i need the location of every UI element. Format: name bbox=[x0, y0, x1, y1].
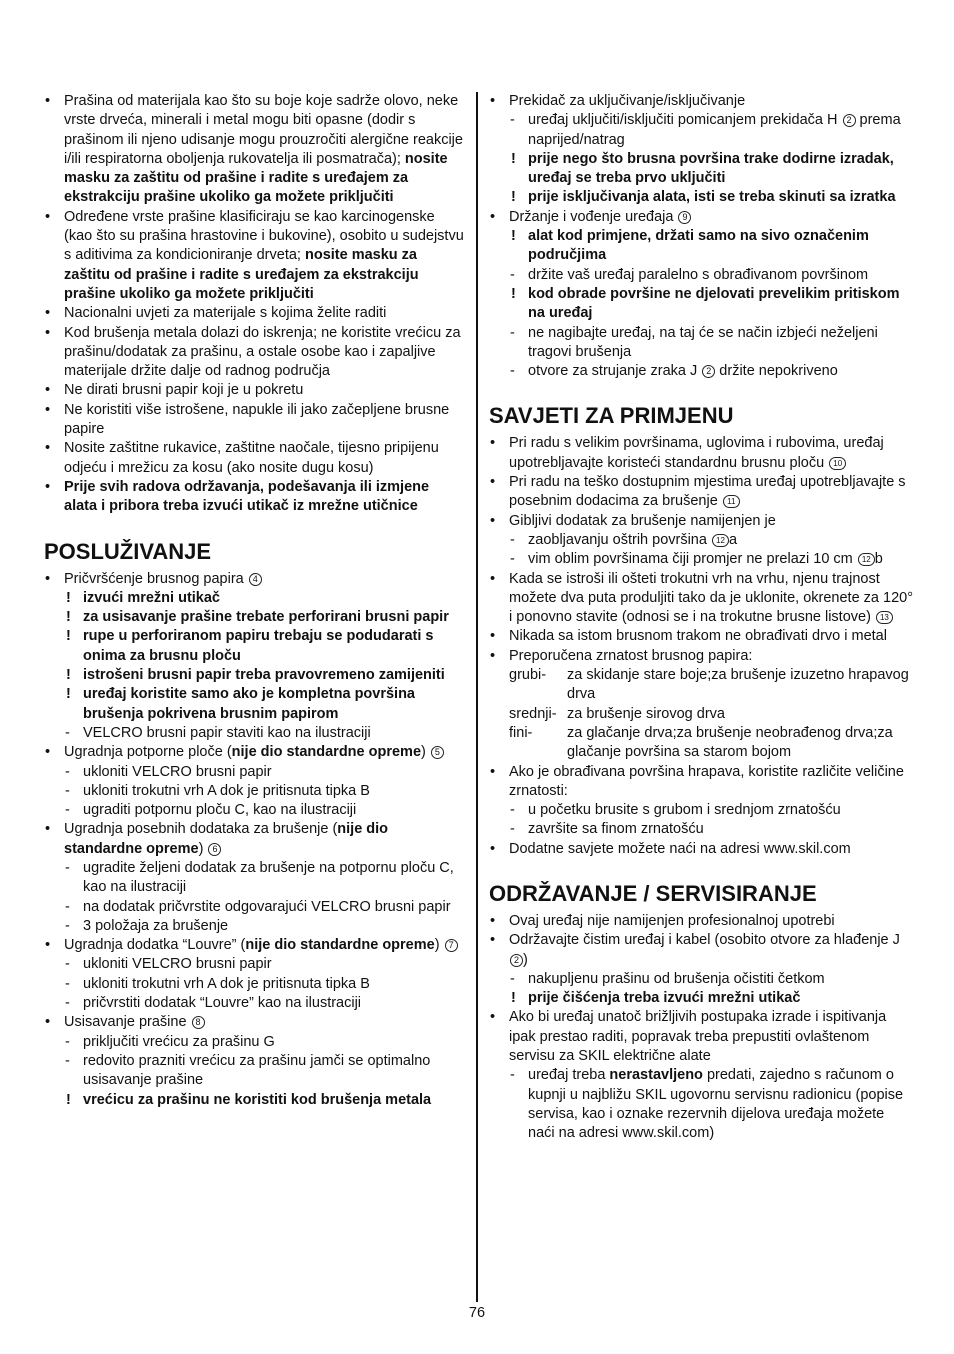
dash-item: - VELCRO brusni papir staviti kao na ilustraciji bbox=[44, 724, 464, 743]
dash-icon: - bbox=[65, 917, 70, 934]
dash-item: - ukloniti trokutni vrh A dok je pritisnuta tipka B bbox=[44, 782, 464, 801]
dash-item: - završite sa finom zrnatošću bbox=[489, 820, 913, 839]
figure-ref: 11 bbox=[723, 495, 740, 508]
dash-item: - priključiti vrećicu za prašinu G bbox=[44, 1033, 464, 1052]
exclamation-icon: ! bbox=[511, 189, 516, 206]
warning-item: ! prije nego što brusna površina trake dodirne izradak, uređaj se treba prvo uključiti bbox=[511, 150, 894, 187]
section-heading-maintenance: ODRŽAVANJE / SERVISIRANJE bbox=[489, 880, 817, 906]
bullet-icon: • bbox=[490, 932, 496, 949]
bullet-icon: • bbox=[45, 93, 51, 109]
list-item: • Ugradnja posebnih dodataka za brušenje (nije dio standardne opreme) 6 bbox=[45, 821, 389, 857]
dash-item: - uređaj uključiti/isključiti pomicanjem prekidača H 2 prema naprijed/natrag bbox=[510, 112, 901, 148]
dash-icon: - bbox=[510, 363, 515, 380]
bullet-icon: • bbox=[490, 763, 496, 780]
exclamation-icon: ! bbox=[511, 150, 516, 167]
list-item: • Nacionalni uvjeti za materijale s kojima želite raditi bbox=[44, 304, 464, 323]
warning-item: ! kod obrade površine ne djelovati prevelikim pritiskom na uređaj bbox=[511, 285, 900, 322]
exclamation-icon: ! bbox=[66, 609, 71, 626]
list-item: • Ugradnja dodatka “Louvre” (nije dio standardne opreme) 7 bbox=[44, 936, 464, 955]
warning-item: ! alat kod primjene, držati samo na sivo označenim područjima bbox=[511, 228, 869, 264]
warning-item: ! prije isključivanja alata, isti se treba skinuti sa izratka bbox=[489, 188, 913, 207]
figure-ref: 10 bbox=[829, 457, 846, 470]
dash-item: - zaobljavanju oštrih površina 12 a bbox=[489, 531, 913, 550]
list-item: • Dodatne savjete možete naći na adresi www.skil.com bbox=[489, 840, 913, 859]
figure-ref: 2 bbox=[510, 954, 523, 967]
dash-icon: - bbox=[65, 782, 70, 799]
list-item: • Kada se istroši ili ošteti trokutni vrh na vrhu, njenu trajnost možete dva puta produljiti tako da je uklonite, okrenete za 120° i ponovno stavite (odnosi se i na trokutne brusne listove) 13 bbox=[490, 570, 913, 626]
list-item: • Pri radu s velikim površinama, uglovima i rubovima, uređaj upotrebljavajte koristeći standardnu brusnu ploču 10 bbox=[490, 435, 884, 471]
dash-item: - ne nagibajte uređaj, na taj će se način izbjeći neželjeni tragovi brušenja bbox=[510, 324, 878, 360]
bullet-icon: • bbox=[490, 570, 496, 587]
dash-item: - uređaj treba nerastavljeno predati, zajedno s računom o kupnji u najbližu SKIL ugovornu servisnu radionicu (popise servisa, kao i oznake rezervnih dijelova uređaja možete naći na adresi www.skil.com) bbox=[510, 1067, 904, 1142]
figure-ref: 2 bbox=[702, 365, 715, 378]
section-heading-operation: POSLUŽIVANJE bbox=[44, 538, 212, 564]
dash-item: - nakupljenu prašinu od brušenja očistiti četkom bbox=[489, 970, 913, 989]
exclamation-icon: ! bbox=[511, 228, 516, 245]
list-item: • Pričvršćenje brusnog papira 4 bbox=[44, 570, 464, 589]
warning-item: ! za usisavanje prašine trebate perforirani brusni papir bbox=[44, 608, 464, 627]
warning-item: ! rupe u perforiranom papiru trebaju se podudarati s onima za brusnu ploču bbox=[66, 628, 434, 664]
right-column bbox=[489, 92, 913, 1144]
exclamation-icon: ! bbox=[66, 667, 71, 684]
dash-icon: - bbox=[65, 802, 70, 819]
list-item: • Ne dirati brusni papir koji je u pokretu bbox=[44, 381, 464, 400]
dash-icon: - bbox=[65, 763, 70, 780]
list-item: • Usisavanje prašine 8 bbox=[44, 1013, 464, 1032]
list-item: • Kod brušenja metala dolazi do iskrenja; ne koristite vrećicu za prašinu/dodatak za prašinu, a ostale osobe kao i zapaljive materijale držite dalje od radnog područja bbox=[45, 324, 461, 380]
list-item: • Ugradnja potporne ploče (nije dio standardne opreme) 5 bbox=[44, 743, 464, 762]
list-item: • Pri radu na teško dostupnim mjestima uređaj upotrebljavajte s posebnim dodacima za brušenje 11 bbox=[490, 474, 906, 510]
dash-item: - 3 položaja za brušenje bbox=[44, 917, 464, 936]
dash-item: - u početku brusite s grubom i srednjom zrnatošću bbox=[489, 801, 913, 820]
warning-item: ! istrošeni brusni papir treba pravovremeno zamijeniti bbox=[44, 666, 464, 685]
exclamation-icon: ! bbox=[66, 628, 71, 645]
list-item: • Ako je obrađivana površina hrapava, koristite različite veličine zrnatosti: bbox=[490, 763, 904, 799]
list-item: • Održavajte čistim uređaj i kabel (osobito otvore za hlađenje J 2 ) bbox=[490, 932, 900, 968]
dash-item: - ukloniti trokutni vrh A dok je pritisnuta tipka B bbox=[44, 975, 464, 994]
dash-item: - ukloniti VELCRO brusni papir bbox=[44, 763, 464, 782]
bullet-icon: • bbox=[490, 912, 496, 929]
figure-ref: 2 bbox=[843, 114, 856, 127]
figure-ref: 7 bbox=[445, 939, 458, 952]
figure-ref: 12 bbox=[858, 553, 875, 566]
dash-item: - ukloniti VELCRO brusni papir bbox=[44, 955, 464, 974]
bullet-icon: • bbox=[490, 628, 496, 645]
dash-icon: - bbox=[65, 995, 70, 1012]
list-item: • Nosite zaštitne rukavice, zaštitne naočale, tijesno pripijenu odjeću i mrežicu za kosu (ako nosite dugu kosu) bbox=[45, 440, 439, 476]
list-item: • Ne koristiti više istrošene, napukle ili jako začepljene brusne papire bbox=[45, 401, 450, 438]
warning-item: ! uređaj koristite samo ako je kompletna površina brušenja pokrivena brusnim papirom bbox=[66, 686, 415, 722]
dash-item: - redovito prazniti vrećicu za prašinu jamči se optimalno usisavanje prašine bbox=[65, 1052, 431, 1089]
dash-icon: - bbox=[510, 551, 515, 568]
bullet-icon: • bbox=[45, 821, 51, 838]
list-item: • Nikada sa istom brusnom trakom ne obrađivati drvo i metal bbox=[489, 627, 913, 646]
warning-item: ! izvući mrežni utikač bbox=[44, 589, 464, 608]
list-item: • Određene vrste prašine klasificiraju se kao karcinogenske (kao što su prašina hrastovine i bukovine), osobito u sudejstvu s aditivima za kondicioniranje drveta; nosite masku za zaštitu od prašine i radite s uređajem za ekstrakciju prašine ukoliko ga možete priključiti bbox=[45, 208, 464, 302]
dash-icon: - bbox=[65, 1052, 70, 1069]
dash-item: - držite vaš uređaj paralelno s obrađivanom površinom bbox=[489, 266, 913, 285]
dash-icon: - bbox=[65, 859, 70, 876]
dash-item: - otvore za strujanje zraka J 2 držite nepokriveno bbox=[489, 362, 913, 381]
bullet-icon: • bbox=[490, 435, 496, 452]
dash-icon: - bbox=[510, 1067, 515, 1084]
bullet-icon: • bbox=[45, 1014, 51, 1031]
dash-icon: - bbox=[510, 112, 515, 129]
left-column bbox=[44, 92, 464, 1110]
exclamation-icon: ! bbox=[511, 990, 516, 1007]
warning-item: ! vrećicu za prašinu ne koristiti kod brušenja metala bbox=[44, 1091, 464, 1110]
dash-icon: - bbox=[65, 975, 70, 992]
dash-icon: - bbox=[510, 802, 515, 819]
list-item: • Prekidač za uključivanje/isključivanje bbox=[489, 92, 913, 111]
exclamation-icon: ! bbox=[66, 589, 71, 606]
section-heading-tips: SAVJETI ZA PRIMJENU bbox=[489, 403, 734, 429]
bullet-icon: • bbox=[45, 478, 51, 495]
exclamation-icon: ! bbox=[66, 1091, 71, 1108]
dash-icon: - bbox=[65, 956, 70, 973]
warning-item: ! prije čišćenja treba izvući mrežni utikač bbox=[489, 989, 913, 1008]
bullet-icon: • bbox=[490, 1009, 496, 1026]
dash-icon: - bbox=[65, 1033, 70, 1050]
dash-icon: - bbox=[510, 324, 515, 341]
bullet-icon: • bbox=[45, 324, 51, 341]
figure-ref: 9 bbox=[678, 211, 691, 224]
figure-ref: 5 bbox=[431, 746, 444, 759]
page-number: 76 bbox=[468, 1305, 486, 1321]
dash-icon: - bbox=[510, 531, 515, 548]
exclamation-icon: ! bbox=[511, 285, 516, 302]
list-item: • Držanje i vođenje uređaja 9 bbox=[489, 208, 913, 227]
dash-icon: - bbox=[510, 266, 515, 283]
bullet-icon: • bbox=[490, 647, 496, 664]
bullet-icon: • bbox=[45, 208, 51, 225]
figure-ref: 6 bbox=[208, 843, 221, 856]
dash-icon: - bbox=[510, 821, 515, 838]
bullet-icon: • bbox=[490, 93, 496, 109]
bullet-icon: • bbox=[45, 382, 51, 399]
grit-row: srednji- za brušenje sirovog drva bbox=[509, 705, 725, 722]
figure-ref: 4 bbox=[249, 573, 262, 586]
bullet-icon: • bbox=[490, 474, 496, 491]
bullet-icon: • bbox=[45, 570, 51, 587]
figure-ref: 13 bbox=[876, 611, 893, 624]
bullet-icon: • bbox=[45, 744, 51, 761]
figure-ref: 8 bbox=[192, 1016, 205, 1029]
bullet-icon: • bbox=[45, 440, 51, 457]
list-item: • Gibljivi dodatak za brušenje namijenjen je bbox=[489, 512, 913, 531]
figure-ref: 12 bbox=[712, 534, 729, 547]
dash-item: - vim oblim površinama čiji promjer ne prelazi 10 cm 12 b bbox=[489, 550, 913, 569]
dash-item: - ugradite željeni dodatak za brušenje na potpornu ploču C, kao na ilustraciji bbox=[65, 859, 454, 896]
column-divider bbox=[476, 92, 478, 1302]
dash-icon: - bbox=[510, 970, 515, 987]
list-item: • Ako bi uređaj unatoč brižljivih postupaka izrade i ispitivanja ipak prestao raditi, popravak treba prepustiti ovlaštenom servisu za SKIL električne alate bbox=[490, 1009, 887, 1065]
bullet-icon: • bbox=[490, 512, 496, 529]
list-item: • Prašina od materijala kao što su boje koje sadrže olovo, neke vrste drveća, minerali i metal mogu biti opasne (dodir s prašinom ili njeno udisanje mogu prouzročiti alergične reakcije i/ili respiratorna oboljenja rukovatelja ili posmatrača); nosite masku za zaštitu od prašine i radite s uređajem za ekstrakciju prašine ukoliko ga možete priključiti bbox=[45, 93, 463, 206]
exclamation-icon: ! bbox=[66, 686, 71, 703]
bullet-icon: • bbox=[490, 840, 496, 857]
list-item: • Ovaj uređaj nije namijenjen profesionalnoj upotrebi bbox=[489, 912, 913, 931]
list-item: • Preporučena zrnatost brusnog papira: bbox=[489, 647, 913, 666]
dash-item: - pričvrstiti dodatak “Louvre” kao na ilustraciji bbox=[44, 994, 464, 1013]
bullet-icon: • bbox=[45, 937, 51, 954]
grit-row: grubi- za skidanje stare boje;za brušenje izuzetno hrapavog drva bbox=[509, 667, 909, 703]
list-item: • Prije svih radova održavanja, podešavanja ili izmjene alata i pribora treba izvući utikač iz mrežne utičnice bbox=[45, 478, 430, 515]
dash-icon: - bbox=[65, 724, 70, 741]
dash-item: - ugraditi potpornu ploču C, kao na ilustraciji bbox=[44, 801, 464, 820]
bullet-icon: • bbox=[45, 305, 51, 322]
bullet-icon: • bbox=[490, 208, 496, 225]
dash-icon: - bbox=[65, 898, 70, 915]
bullet-icon: • bbox=[45, 401, 51, 418]
grit-row: fini- za glačanje drva;za brušenje neobrađenog drva;za glačanje površina sa starom bojom bbox=[509, 724, 893, 761]
dash-item: - na dodatak pričvrstite odgovarajući VELCRO brusni papir bbox=[44, 898, 464, 917]
